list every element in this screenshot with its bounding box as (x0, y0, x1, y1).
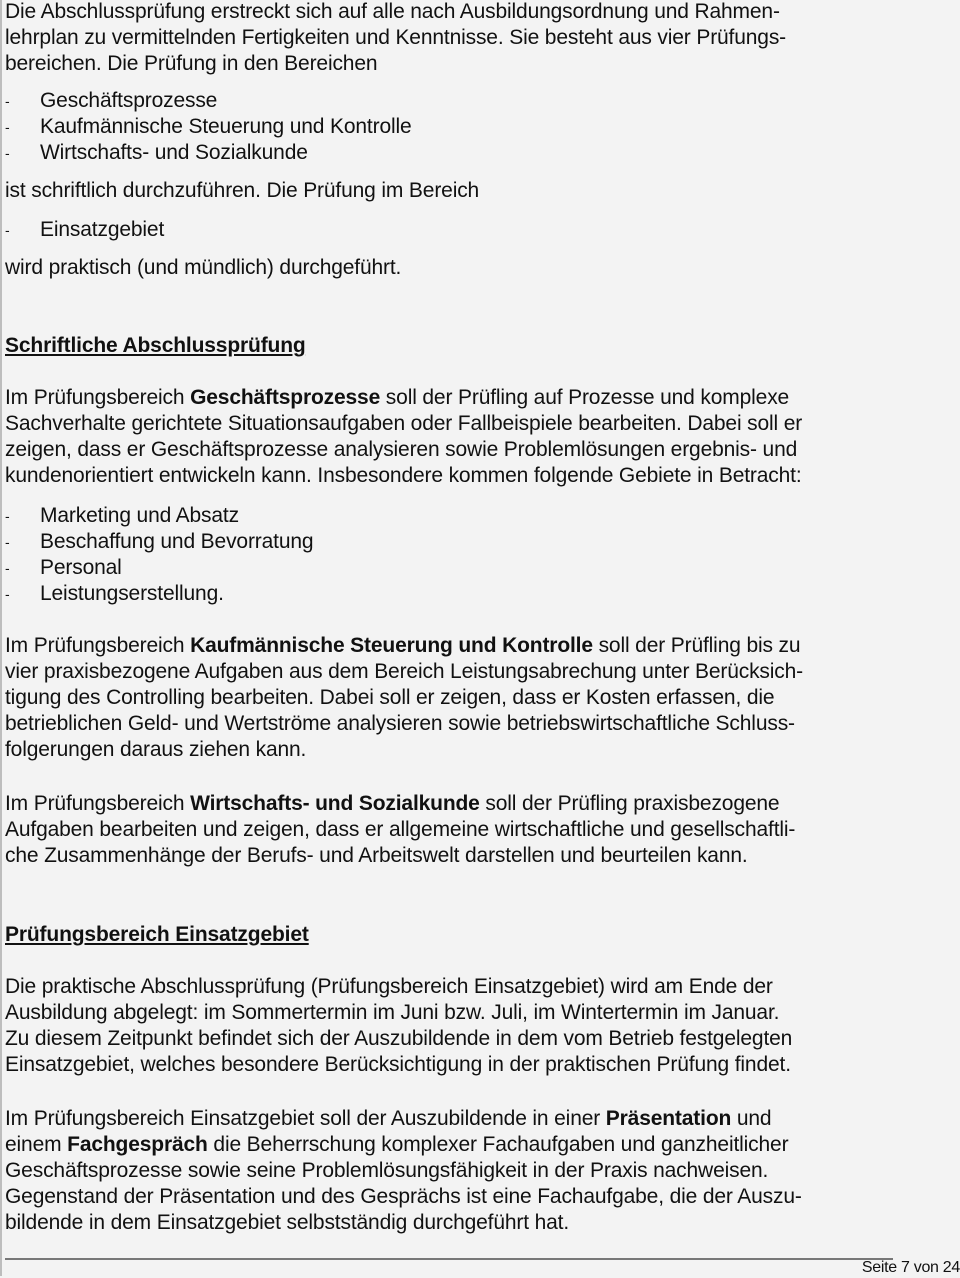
text-segment: folgerungen daraus ziehen kann. (5, 738, 307, 761)
text-segment: soll der Prüfling bis zu (592, 634, 801, 657)
paragraph (5, 974, 792, 1078)
bullet-list (5, 503, 313, 607)
list-dash-marker: - (5, 508, 10, 524)
text-line (5, 711, 803, 737)
list-item-text (40, 218, 164, 241)
list-item-text (40, 582, 224, 605)
text-segment: bereichen. Die Prüfung in den Bereichen (5, 52, 378, 75)
text-segment: bildende in dem Einsatzgebiet selbstständig durchgeführt hat. (5, 1211, 570, 1234)
bold-term: Fachgespräch (67, 1133, 208, 1156)
section-heading (5, 922, 309, 948)
text-line (5, 25, 786, 51)
text-segment: die Beherrschung komplexer Fachaufgaben und ganzheitlicher (207, 1133, 789, 1156)
list-item (5, 88, 412, 114)
text-line (5, 659, 803, 685)
text-segment: che Zusammenhänge der Berufs- und Arbeitswelt darstellen und beurteilen kann. (5, 844, 748, 867)
text-segment: Im Prüfungsbereich (5, 386, 191, 409)
section-heading (5, 333, 306, 359)
footer-rule (5, 1258, 893, 1260)
bold-term: Geschäftsprozesse (190, 386, 381, 409)
list-dash-marker: - (5, 93, 10, 109)
text-segment: betrieblichen Geld- und Wertströme analysieren sowie betriebswirtschaftliche Schluss- (5, 712, 795, 735)
text-segment: Leistungserstellung. (40, 582, 224, 605)
text-segment: Die Abschlussprüfung erstreckt sich auf alle nach Ausbildungsordnung und Rahmen- (5, 0, 780, 23)
text-segment: Aufgaben bearbeiten und zeigen, dass er allgemeine wirtschaftliche und gesellschaftli- (5, 818, 796, 841)
text-line (5, 685, 803, 711)
text-segment: Gegenstand der Präsentation und des Gesprächs ist eine Fachaufgabe, die der Auszu- (5, 1185, 802, 1208)
text-segment: zeigen, dass er Geschäftsprozesse analysieren sowie Problemlösungen ergebnis- und (5, 438, 798, 461)
list-item (5, 114, 412, 140)
text-segment: Geschäftsprozesse sowie seine Problemlösungsfähigkeit in der Praxis nachweisen. (5, 1159, 769, 1182)
paragraph (5, 385, 802, 489)
page-number: Seite 7 von 24 (861, 1259, 960, 1276)
list-item-text (40, 530, 313, 553)
text-line (5, 633, 803, 659)
paragraph (5, 1106, 802, 1236)
text-line (5, 437, 802, 463)
text-segment: Sachverhalte gerichtete Situationsaufgaben oder Fallbeispiele bearbeiten. Dabei soll er (5, 412, 803, 435)
list-item (5, 217, 164, 243)
text-segment: Geschäftsprozesse (40, 89, 218, 112)
bold-term: Kaufmännische Steuerung und Kontrolle (190, 634, 593, 657)
page-left-border (0, 0, 2, 1276)
bold-term: Wirtschafts- und Sozialkunde (190, 792, 480, 815)
text-segment: lehrplan zu vermittelnden Fertigkeiten und Kenntnisse. Sie besteht aus vier Prüfungs- (5, 26, 787, 49)
list-item (5, 555, 313, 581)
text-line (5, 1158, 802, 1184)
text-line (5, 817, 795, 843)
list-item (5, 581, 313, 607)
list-item-text (40, 141, 308, 164)
text-segment: Prüfungsbereich Einsatzgebiet (5, 923, 309, 946)
bullet-list (5, 88, 412, 166)
text-segment: Die praktische Abschlussprüfung (Prüfungsbereich Einsatzgebiet) wird am Ende der (5, 975, 773, 998)
text-segment: soll der Prüfling praxisbezogene (479, 792, 780, 815)
text-segment: tigung des Controlling bearbeiten. Dabei soll er zeigen, dass er Kosten erfassen, die (5, 686, 775, 709)
paragraph (5, 633, 803, 763)
text-segment: Personal (40, 556, 122, 579)
text-line (5, 1026, 792, 1052)
list-item-text (40, 115, 412, 138)
text-segment: Ausbildung abgelegt: im Sommertermin im Juni bzw. Juli, im Wintertermin im Januar. (5, 1001, 780, 1024)
text-line (5, 463, 802, 489)
list-item (5, 140, 412, 166)
text-segment: Einsatzgebiet (40, 218, 165, 241)
text-segment: Beschaffung und Bevorratung (40, 530, 314, 553)
text-segment: wird praktisch (und mündlich) durchgeführt. (5, 256, 402, 279)
text-segment: soll der Prüfling auf Prozesse und komplexe (380, 386, 790, 409)
text-segment: Im Prüfungsbereich (5, 792, 191, 815)
text-segment: Kaufmännische Steuerung und Kontrolle (40, 115, 412, 138)
paragraph (5, 0, 786, 77)
list-item-text (40, 89, 217, 112)
list-dash-marker: - (5, 119, 10, 135)
list-item-text (40, 504, 239, 527)
text-line (5, 178, 479, 204)
text-line (5, 51, 786, 77)
list-dash-marker: - (5, 145, 10, 161)
text-line (5, 1000, 792, 1026)
text-segment: kundenorientiert entwickeln kann. Insbesondere kommen folgende Gebiete in Betracht: (5, 464, 802, 487)
text-segment: Wirtschafts- und Sozialkunde (40, 141, 308, 164)
list-item (5, 503, 313, 529)
text-segment: ist schriftlich durchzuführen. Die Prüfung im Bereich (5, 179, 480, 202)
text-segment: Im Prüfungsbereich (5, 634, 191, 657)
list-item (5, 529, 313, 555)
list-item-text (40, 556, 122, 579)
bullet-list (5, 217, 164, 243)
text-segment: und (731, 1107, 772, 1130)
list-dash-marker: - (5, 586, 10, 602)
bold-term: Präsentation (605, 1107, 732, 1130)
text-line (5, 974, 792, 1000)
text-line (5, 1132, 802, 1158)
text-segment: Zu diesem Zeitpunkt befindet sich der Auszubildende in dem vom Betrieb festgelegten (5, 1027, 793, 1050)
text-line (5, 1184, 802, 1210)
text-line (5, 737, 803, 763)
text-line (5, 411, 802, 437)
text-line (5, 333, 306, 359)
text-line (5, 0, 786, 25)
text-line (5, 1106, 802, 1132)
text-segment: Einsatzgebiet, welches besondere Berücksichtigung in der praktischen Prüfung findet. (5, 1053, 791, 1076)
text-segment: Im Prüfungsbereich Einsatzgebiet soll der Auszubildende in einer (5, 1107, 606, 1130)
text-line (5, 1052, 792, 1078)
list-dash-marker: - (5, 222, 10, 238)
text-segment: einem (5, 1133, 68, 1156)
text-segment: Schriftliche Abschlussprüfung (5, 334, 306, 357)
text-line (5, 791, 795, 817)
list-dash-marker: - (5, 534, 10, 550)
text-segment: Marketing und Absatz (40, 504, 239, 527)
paragraph (5, 791, 795, 869)
text-line (5, 1210, 802, 1236)
paragraph (5, 255, 401, 281)
text-line (5, 255, 401, 281)
paragraph (5, 178, 479, 204)
text-segment: vier praxisbezogene Aufgaben aus dem Bereich Leistungsabrechung unter Berücksich- (5, 660, 804, 683)
text-line (5, 385, 802, 411)
list-dash-marker: - (5, 560, 10, 576)
text-line (5, 843, 795, 869)
text-line (5, 922, 309, 948)
